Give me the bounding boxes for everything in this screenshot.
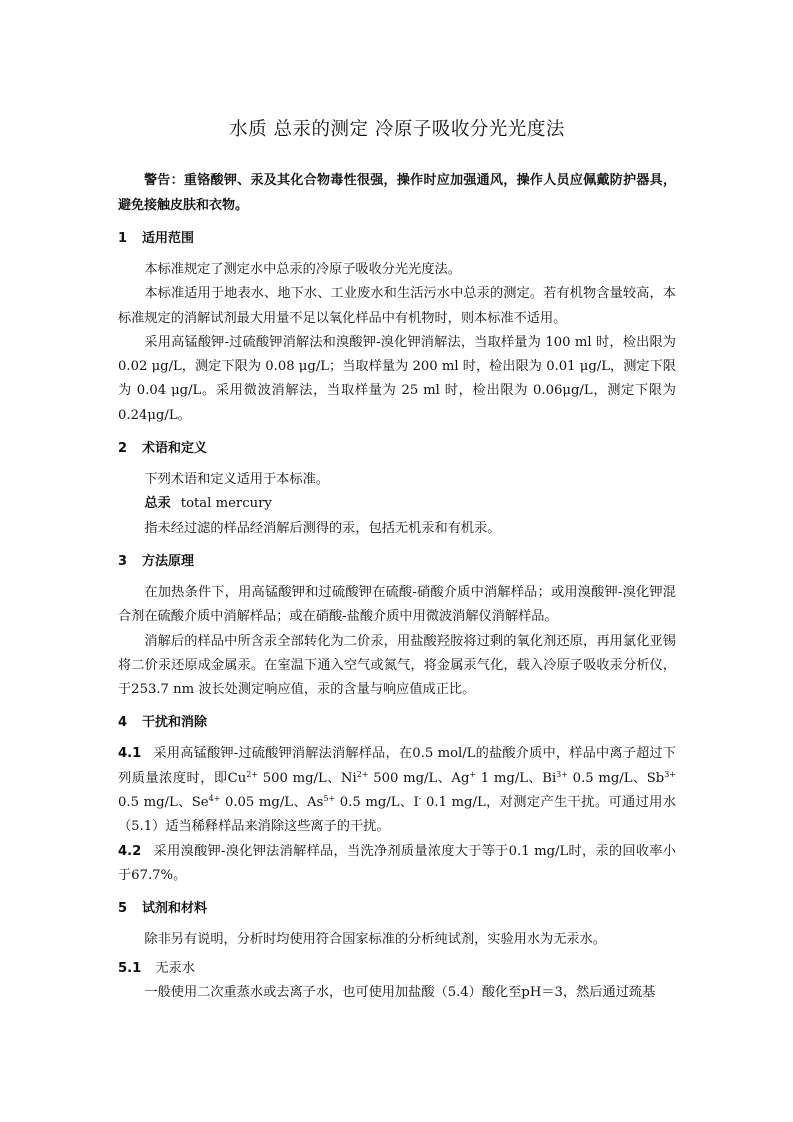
clause-number: 4.2: [118, 843, 142, 859]
section-3-heading: [118, 551, 676, 573]
warning-text: 警告：重铬酸钾、汞及其化合物毒性很强，操作时应加强通风，操作人员应佩戴防护器具，避免接触皮肤和衣物。: [118, 173, 676, 213]
subsection-5-1-heading: [118, 957, 676, 981]
term-entry: [118, 492, 676, 516]
clause-text: 0.5 mg/L、Se: [118, 795, 209, 811]
ion-charge: 4+: [208, 794, 221, 804]
ion-charge: +: [469, 769, 477, 779]
ion-charge: 3+: [556, 769, 568, 779]
paragraph: 本标准规定了测定水中总汞的冷原子吸收分光光度法。: [144, 262, 461, 277]
paragraph: 消解后的样品中所含汞全部转化为二价汞，用盐酸羟胺将过剩的氧化剂还原，再用氯化亚锡将二价汞还原成金属汞。在室温下通入空气或氮气，将金属汞气化，载入冷原子吸收汞分析仪，于253.7 nm 波长处测定响应值，汞的含量与响应值成正比。: [118, 633, 676, 698]
ion-charge: 2+: [356, 769, 369, 779]
clause-text: 0.5 mg/L、I: [335, 795, 419, 811]
section-5-heading: [118, 898, 676, 920]
page-title: 水质 总汞的测定 冷原子吸收分光光度法: [229, 119, 565, 140]
term-definition: 指未经过滤的样品经消解后测得的汞，包括无机汞和有机汞。: [144, 520, 501, 536]
clause-text: 500 mg/L、Ni: [257, 770, 357, 786]
paragraph: 在加热条件下，用高锰酸钾和过硫酸钾在硫酸-硝酸介质中消解样品；或用溴酸钾-溴化钾混合剂在硫酸介质中消解样品；或在硝酸-盐酸介质中用微波消解仪消解样品。: [118, 584, 676, 625]
section-title: 术语和定义: [142, 441, 208, 457]
clause-number: 4.1: [118, 746, 142, 762]
ion-charge: 3+: [664, 769, 676, 779]
section-title: 方法原理: [142, 553, 195, 569]
section-number: 2: [118, 441, 128, 457]
subsection-number: 5.1: [118, 960, 142, 976]
clause-text: 0.5 mg/L、Sb: [567, 770, 665, 786]
clause-4-2: [118, 840, 676, 889]
section-number: 3: [118, 553, 128, 569]
clause-text: 采用溴酸钾-溴化钾法消解样品，当洗净剂质量浓度大于等于0.1 mg/L时，汞的回收率小于67.7%。: [118, 843, 676, 883]
subsection-title: 无汞水: [155, 960, 195, 976]
paragraph: 一般使用二次重蒸水或去离子水，也可使用加盐酸（5.4）酸化至pH＝3，然后通过巯基: [144, 984, 656, 1000]
clause-text: 500 mg/L、Ag: [368, 770, 470, 786]
clause-text: 1 mg/L、Bi: [476, 770, 557, 786]
clause-text: 采用高锰酸钾-过硫酸钾消解法消解样品，在0.5 mol/L的盐酸介质中，样品中离子超过下列质量浓度时，即Cu: [118, 746, 676, 786]
ion-charge: -: [418, 794, 422, 804]
paragraph: 本标准适用于地表水、地下水、工业废水和生活污水中总汞的测定。若有机物含量较高，本标准规定的消解试剂最大用量不足以氧化样品中有机物时，则本标准不适用。: [118, 286, 676, 326]
ion-charge: 5+: [323, 794, 336, 804]
section-4-heading: [118, 712, 676, 734]
paragraph: 下列术语和定义适用于本标准。: [144, 472, 330, 488]
section-title: 适用范围: [142, 231, 195, 246]
clause-text: 0.1 mg/L，对测定产生干扰。可通过用水（5.1）适当稀释样品来消除这些离子的干扰。: [118, 795, 676, 835]
section-number: 5: [118, 901, 128, 917]
ion-charge: 2+: [246, 769, 258, 779]
section-1-heading: [118, 228, 676, 250]
document-page: [118, 118, 676, 1005]
section-title: 试剂和材料: [142, 901, 208, 917]
section-number: 1: [118, 231, 128, 246]
paragraph: 除非另有说明，分析时均使用符合国家标准的分析纯试剂，实验用水为无汞水。: [144, 932, 606, 948]
term-english: total mercury: [180, 496, 272, 512]
clause-4-1: [118, 742, 676, 839]
section-2-heading: [118, 438, 676, 460]
clause-text: 0.05 mg/L、As: [220, 795, 324, 811]
paragraph: 采用高锰酸钾-过硫酸钾消解法和溴酸钾-溴化钾消解法，当取样量为 100 ml 时，检出限为 0.02 μg/L，测定下限为 0.08 μg/L；当取样量为 200 ml 时，检出限为 0.01 μg/L，测定下限为 0.04 μg/L。采用微波消解法，当取样量为 25 ml 时，检出限为 0.06μg/L，测定下限为 0.24μg/L。: [118, 334, 676, 423]
term-chinese: 总汞: [144, 496, 171, 512]
section-number: 4: [118, 715, 128, 731]
section-title: 干扰和消除: [142, 715, 208, 731]
